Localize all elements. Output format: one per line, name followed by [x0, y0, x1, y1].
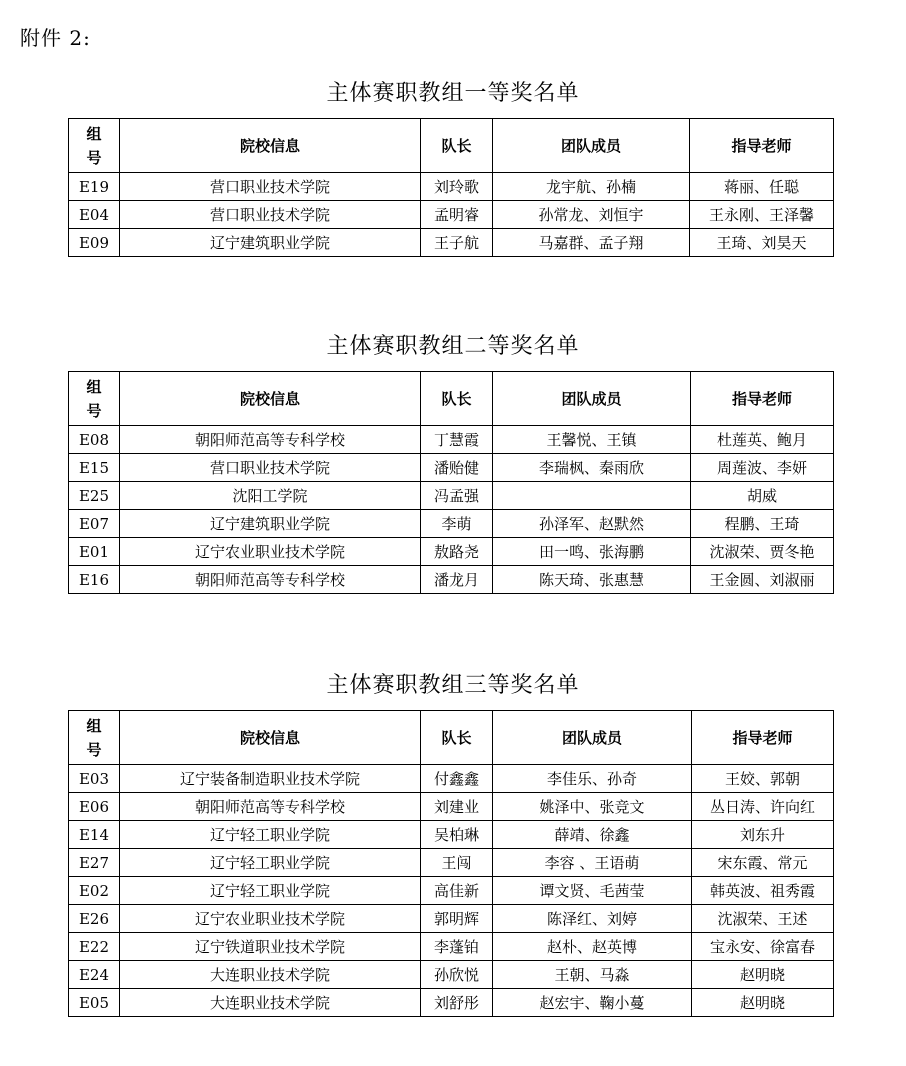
cell-school: 辽宁铁道职业技术学院 — [120, 933, 421, 961]
cell-school: 大连职业技术学院 — [120, 961, 421, 989]
cell-school: 辽宁建筑职业学院 — [120, 229, 421, 257]
cell-members: 王朝、马淼 — [493, 961, 692, 989]
cell-school: 大连职业技术学院 — [120, 989, 421, 1017]
header-members: 团队成员 — [493, 119, 690, 173]
cell-school: 辽宁装备制造职业技术学院 — [120, 765, 421, 793]
table-row — [69, 765, 834, 793]
cell-group: E22 — [69, 933, 120, 961]
cell-captain: 敖路尧 — [421, 538, 493, 566]
section-title-third-prize: 主体赛职教组三等奖名单 — [326, 673, 580, 698]
table-row — [69, 173, 834, 201]
cell-captain: 李蓬铂 — [421, 933, 493, 961]
cell-captain: 王子航 — [421, 229, 493, 257]
section-title-second-prize: 主体赛职教组二等奖名单 — [326, 334, 580, 359]
cell-group: E14 — [69, 821, 120, 849]
cell-captain: 王闯 — [421, 849, 493, 877]
header-captain: 队长 — [421, 372, 493, 426]
cell-school: 朝阳师范高等专科学校 — [120, 426, 421, 454]
cell-members: 姚泽中、张竞文 — [493, 793, 692, 821]
table-row — [69, 961, 834, 989]
cell-school: 辽宁农业职业技术学院 — [120, 905, 421, 933]
cell-advisors: 胡威 — [691, 482, 834, 510]
cell-members: 陈泽红、刘婷 — [493, 905, 692, 933]
header-members: 团队成员 — [493, 711, 692, 765]
table-row — [69, 933, 834, 961]
table-row — [69, 510, 834, 538]
cell-group: E27 — [69, 849, 120, 877]
cell-members: 王馨悦、王镇 — [493, 426, 691, 454]
table-row — [69, 793, 834, 821]
header-advisors: 指导老师 — [692, 711, 834, 765]
header-advisors: 指导老师 — [691, 372, 834, 426]
cell-members: 薛靖、徐鑫 — [493, 821, 692, 849]
cell-captain: 郭明辉 — [421, 905, 493, 933]
first-prize-table — [68, 118, 834, 257]
cell-school: 朝阳师范高等专科学校 — [120, 566, 421, 594]
table-header-row — [69, 119, 834, 173]
table-row — [69, 454, 834, 482]
attachment-label: 附件 2: — [20, 26, 91, 50]
cell-members: 赵朴、赵英博 — [493, 933, 692, 961]
cell-group: E16 — [69, 566, 120, 594]
table-row — [69, 538, 834, 566]
cell-advisors: 王姣、郭朝 — [692, 765, 834, 793]
cell-group: E26 — [69, 905, 120, 933]
cell-members: 李容 、王语萌 — [493, 849, 692, 877]
cell-group: E09 — [69, 229, 120, 257]
cell-school: 营口职业技术学院 — [120, 454, 421, 482]
cell-advisors: 蒋丽、任聪 — [690, 173, 834, 201]
cell-advisors: 宋东霞、常元 — [692, 849, 834, 877]
cell-advisors: 宝永安、徐富春 — [692, 933, 834, 961]
header-captain: 队长 — [421, 711, 493, 765]
table-row — [69, 905, 834, 933]
cell-captain: 付鑫鑫 — [421, 765, 493, 793]
cell-school: 沈阳工学院 — [120, 482, 421, 510]
cell-group: E05 — [69, 989, 120, 1017]
cell-captain: 冯孟强 — [421, 482, 493, 510]
table-row — [69, 201, 834, 229]
cell-members: 李佳乐、孙奇 — [493, 765, 692, 793]
cell-school: 辽宁轻工职业学院 — [120, 877, 421, 905]
cell-group: E24 — [69, 961, 120, 989]
cell-advisors: 刘东升 — [692, 821, 834, 849]
cell-members: 陈天琦、张惠慧 — [493, 566, 691, 594]
cell-school: 辽宁建筑职业学院 — [120, 510, 421, 538]
cell-captain: 刘玲歌 — [421, 173, 493, 201]
cell-advisors: 王琦、刘昊天 — [690, 229, 834, 257]
table-row — [69, 821, 834, 849]
cell-group: E08 — [69, 426, 120, 454]
table-header-row — [69, 711, 834, 765]
cell-captain: 潘龙月 — [421, 566, 493, 594]
header-captain: 队长 — [421, 119, 493, 173]
cell-group: E03 — [69, 765, 120, 793]
cell-members: 龙宇航、孙楠 — [493, 173, 690, 201]
cell-advisors: 赵明晓 — [692, 989, 834, 1017]
cell-school: 朝阳师范高等专科学校 — [120, 793, 421, 821]
cell-captain: 孙欣悦 — [421, 961, 493, 989]
cell-school: 营口职业技术学院 — [120, 201, 421, 229]
cell-group: E07 — [69, 510, 120, 538]
cell-members: 马嘉群、孟子翔 — [493, 229, 690, 257]
cell-members: 李瑞枫、秦雨欣 — [493, 454, 691, 482]
cell-group: E19 — [69, 173, 120, 201]
cell-captain: 潘贻健 — [421, 454, 493, 482]
cell-advisors: 沈淑荣、贾冬艳 — [691, 538, 834, 566]
header-advisors: 指导老师 — [690, 119, 834, 173]
cell-advisors: 王永刚、王泽馨 — [690, 201, 834, 229]
cell-group: E04 — [69, 201, 120, 229]
cell-group: E02 — [69, 877, 120, 905]
header-group: 组 号 — [69, 372, 120, 426]
header-school: 院校信息 — [120, 119, 421, 173]
cell-advisors: 杜莲英、鲍月 — [691, 426, 834, 454]
cell-school: 辽宁轻工职业学院 — [120, 821, 421, 849]
table-row — [69, 989, 834, 1017]
header-school: 院校信息 — [120, 372, 421, 426]
table-row — [69, 426, 834, 454]
cell-advisors: 赵明晓 — [692, 961, 834, 989]
second-prize-table — [68, 371, 834, 594]
cell-captain: 丁慧霞 — [421, 426, 493, 454]
cell-school: 营口职业技术学院 — [120, 173, 421, 201]
cell-members — [493, 482, 691, 510]
cell-group: E25 — [69, 482, 120, 510]
cell-group: E01 — [69, 538, 120, 566]
table-row — [69, 229, 834, 257]
cell-advisors: 王金圆、刘淑丽 — [691, 566, 834, 594]
cell-members: 孙泽军、赵默然 — [493, 510, 691, 538]
cell-captain: 刘建业 — [421, 793, 493, 821]
cell-captain: 刘舒彤 — [421, 989, 493, 1017]
header-group: 组 号 — [69, 119, 120, 173]
cell-group: E15 — [69, 454, 120, 482]
table-row — [69, 482, 834, 510]
cell-school: 辽宁农业职业技术学院 — [120, 538, 421, 566]
cell-school: 辽宁轻工职业学院 — [120, 849, 421, 877]
cell-members: 孙常龙、刘恒宇 — [493, 201, 690, 229]
cell-members: 赵宏宇、鞠小蔓 — [493, 989, 692, 1017]
table-row — [69, 849, 834, 877]
table-row — [69, 877, 834, 905]
cell-captain: 吴柏琳 — [421, 821, 493, 849]
cell-captain: 孟明睿 — [421, 201, 493, 229]
cell-captain: 高佳新 — [421, 877, 493, 905]
cell-advisors: 程鹏、王琦 — [691, 510, 834, 538]
header-group: 组 号 — [69, 711, 120, 765]
cell-advisors: 周莲波、李妍 — [691, 454, 834, 482]
cell-advisors: 丛日涛、许向红 — [692, 793, 834, 821]
cell-group: E06 — [69, 793, 120, 821]
cell-members: 田一鸣、张海鹏 — [493, 538, 691, 566]
cell-advisors: 韩英波、祖秀霞 — [692, 877, 834, 905]
third-prize-table — [68, 710, 834, 1017]
header-school: 院校信息 — [120, 711, 421, 765]
cell-captain: 李萌 — [421, 510, 493, 538]
cell-advisors: 沈淑荣、王述 — [692, 905, 834, 933]
table-header-row — [69, 372, 834, 426]
table-row — [69, 566, 834, 594]
cell-members: 谭文贤、毛茜莹 — [493, 877, 692, 905]
header-members: 团队成员 — [493, 372, 691, 426]
section-title-first-prize: 主体赛职教组一等奖名单 — [326, 81, 580, 106]
